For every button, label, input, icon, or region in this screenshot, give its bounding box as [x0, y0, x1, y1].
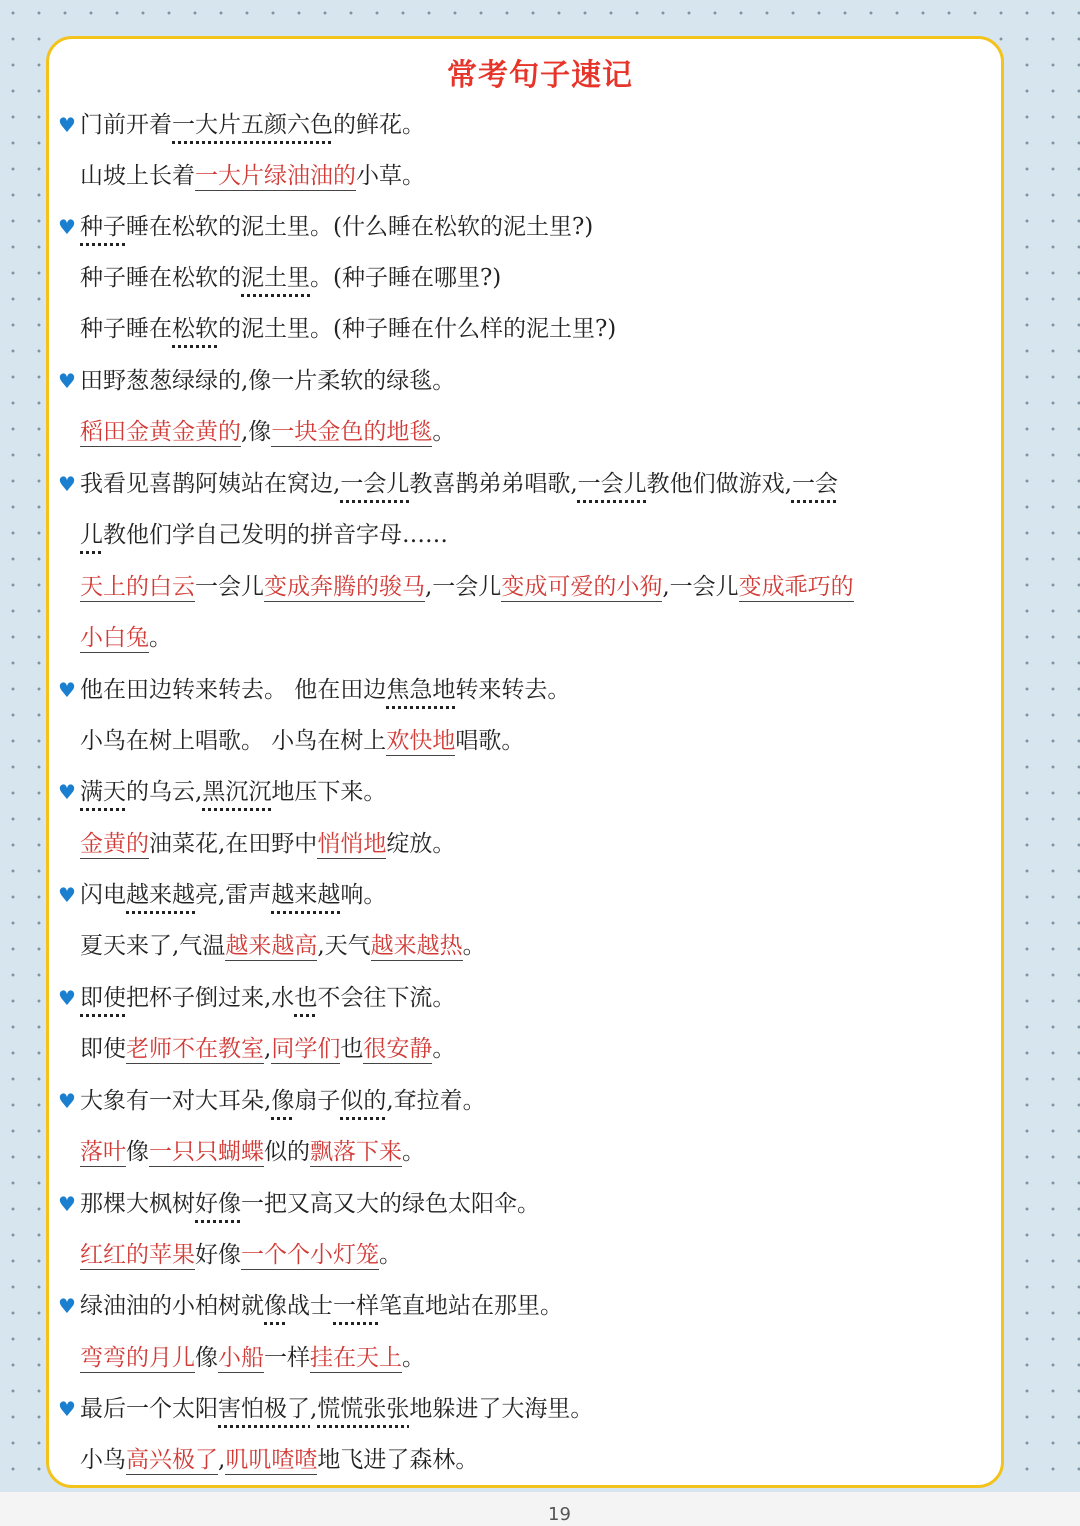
- page-bottom-strip: [0, 1492, 1080, 1526]
- sentence-text: 绿油油的小柏树就: [80, 1293, 264, 1319]
- sentence-text: 的泥土里。(种子睡在什么样的泥土里?): [218, 316, 617, 342]
- sentence-text: 亮,雷声: [195, 882, 272, 908]
- sentence-line: [58, 1289, 1000, 1329]
- highlighted-phrase: 落叶: [80, 1139, 126, 1165]
- sentence-text: 我看见喜鹊阿姨站在窝边,: [80, 471, 341, 497]
- dotted-phrase: 即使: [80, 985, 126, 1011]
- sentence-line: [58, 364, 1000, 404]
- sentence-text: 地躲进了大海里。: [409, 1396, 594, 1422]
- sentence-text: 好像: [195, 1242, 241, 1268]
- dotted-phrase: 害怕极了: [218, 1396, 310, 1422]
- dotted-phrase: 满天: [80, 779, 126, 805]
- sentence-text: 绽放。: [386, 831, 456, 857]
- sentence-text: 不会往下流。: [317, 985, 456, 1011]
- highlighted-phrase: 一只只蝴蝶: [149, 1139, 264, 1165]
- sentence-text: ,: [264, 1036, 272, 1062]
- sentence-text: 唱歌。: [455, 728, 525, 754]
- sentence-line: [80, 159, 1000, 199]
- dotted-phrase: 越来越: [126, 882, 195, 908]
- sentence-text: 扇子: [294, 1088, 341, 1114]
- sentence-line: [58, 775, 1000, 815]
- dotted-phrase: 一会儿: [577, 471, 647, 497]
- sentence-text: 像: [195, 1345, 218, 1371]
- sentence-text: 似的: [264, 1139, 310, 1165]
- highlighted-phrase: 小白兔: [80, 625, 149, 651]
- sentence-line: [80, 1443, 1000, 1483]
- sentence-text: 地压下来。: [271, 779, 387, 805]
- sentence-text: 战士: [287, 1293, 333, 1319]
- sentence-text: 门前开着: [80, 112, 172, 138]
- sentence-line: [80, 1135, 1000, 1175]
- sentence-text: 那棵大枫树: [80, 1191, 195, 1217]
- sentence-line: [80, 312, 1000, 352]
- sentence-text: 教他们做游戏,: [646, 471, 792, 497]
- sentence-text: 转来转去。: [455, 677, 571, 703]
- sentence-text: 一样: [264, 1345, 310, 1371]
- sentence-line: [58, 108, 1000, 148]
- highlighted-phrase: 稻田金黄金黄的: [80, 419, 241, 445]
- sentence-text: ,: [218, 1447, 226, 1473]
- heart-bullet-icon: ♥: [58, 215, 76, 239]
- sentence-text: 小鸟: [80, 1447, 126, 1473]
- sentence-text: ,一会儿: [425, 574, 502, 600]
- highlighted-phrase: 飘落下来: [310, 1139, 402, 1165]
- highlighted-phrase: 红红的苹果: [80, 1242, 195, 1268]
- heart-bullet-icon: ♥: [58, 780, 76, 804]
- sentence-text: 。(种子睡在哪里?): [310, 265, 502, 291]
- sentence-text: 像: [126, 1139, 149, 1165]
- sentence-line: [58, 673, 1000, 713]
- sentence-line: [58, 467, 1000, 507]
- sentence-text: 的鲜花。: [333, 112, 425, 138]
- sentence-line: [58, 210, 1000, 250]
- sentence-line: [58, 1392, 1000, 1432]
- sentence-text: ,天气: [317, 933, 371, 959]
- sentence-line: [80, 1341, 1000, 1381]
- sentence-line: [80, 1238, 1000, 1278]
- sentence-text: 种子睡在: [80, 316, 172, 342]
- dotted-phrase: 似的: [340, 1088, 387, 1114]
- sentence-text: 地飞进了森林。: [317, 1447, 479, 1473]
- highlighted-phrase: 越来越高: [225, 933, 318, 959]
- dotted-phrase: 也: [294, 985, 318, 1011]
- sentence-text: 种子睡在松软的: [80, 265, 241, 291]
- sentence-text: 最后一个太阳: [80, 1396, 218, 1422]
- dotted-phrase: 好像: [195, 1191, 241, 1217]
- highlighted-phrase: 一块金色的地毯: [271, 419, 433, 445]
- sentence-line: [80, 827, 1000, 867]
- sentence-text: 教他们学自己发明的拼音字母……: [103, 522, 448, 548]
- sentence-text: 他在田边转来转去。 他在田边: [80, 677, 387, 703]
- dotted-phrase: 一会: [791, 471, 838, 497]
- sentence-text: 睡在松软的泥土里。(什么睡在松软的泥土里?): [126, 214, 594, 240]
- sentence-text: 山坡上长着: [80, 163, 195, 189]
- page-number: 19: [548, 1504, 571, 1525]
- heart-bullet-icon: ♥: [58, 986, 76, 1010]
- sentence-text: 教喜鹊弟弟唱歌,: [409, 471, 578, 497]
- highlighted-phrase: 金黄的: [80, 831, 149, 857]
- dotted-phrase: 像: [271, 1088, 295, 1114]
- highlighted-phrase: 弯弯的月儿: [80, 1345, 195, 1371]
- sentence-text: 田野葱葱绿绿的,像一片柔软的绿毯。: [80, 368, 456, 394]
- heart-bullet-icon: ♥: [58, 1294, 76, 1318]
- highlighted-phrase: 变成乖巧的: [738, 574, 854, 600]
- highlighted-phrase: 天上的白云: [80, 574, 195, 600]
- dotted-phrase: 种子: [80, 214, 126, 240]
- sentence-text: 夏天来了,气温: [80, 933, 226, 959]
- dotted-phrase: 泥土里: [241, 265, 310, 291]
- sentence-text: 的乌云,: [126, 779, 203, 805]
- heart-bullet-icon: ♥: [58, 1192, 76, 1216]
- sentence-text: 。: [432, 1036, 456, 1062]
- dotted-phrase: 一大片五颜六色: [172, 112, 333, 138]
- sentence-text: 把杯子倒过来,水: [126, 985, 295, 1011]
- heart-bullet-icon: ♥: [58, 1397, 76, 1421]
- sentence-text: 。: [432, 419, 456, 445]
- sentence-text: 也: [340, 1036, 364, 1062]
- dotted-phrase: 黑沉沉: [202, 779, 272, 805]
- heart-bullet-icon: ♥: [58, 1089, 76, 1113]
- sentence-text: 。: [402, 1139, 425, 1165]
- heart-bullet-icon: ♥: [58, 883, 76, 907]
- page-title: 常考句子速记: [447, 58, 633, 93]
- sentence-text: 。: [462, 933, 486, 959]
- highlighted-phrase: 悄悄地: [317, 831, 387, 857]
- highlighted-phrase: 欢快地: [386, 728, 456, 754]
- dotted-phrase: 松软: [172, 316, 218, 342]
- highlighted-phrase: 变成奔腾的骏马: [264, 574, 425, 600]
- sentence-line: [58, 878, 1000, 918]
- sentence-line: [80, 518, 1000, 558]
- dotted-phrase: 慌慌张张: [317, 1396, 410, 1422]
- highlighted-phrase: 很安静: [363, 1036, 433, 1062]
- heart-bullet-icon: ♥: [58, 472, 76, 496]
- sentence-line: [58, 1187, 1000, 1227]
- sentence-text: 油菜花,在田野中: [149, 831, 318, 857]
- heart-bullet-icon: ♥: [58, 113, 76, 137]
- sentence-text: 。: [379, 1242, 402, 1268]
- sentence-text: 即使: [80, 1036, 126, 1062]
- heart-bullet-icon: ♥: [58, 678, 76, 702]
- heart-bullet-icon: ♥: [58, 369, 76, 393]
- sentence-text: 一会儿: [195, 574, 264, 600]
- sentence-text: 小鸟在树上唱歌。 小鸟在树上: [80, 728, 387, 754]
- sentence-line: [80, 1032, 1000, 1072]
- dotted-phrase: 一会儿: [340, 471, 410, 497]
- sentence-text: 一把又高又大的绿色太阳伞。: [241, 1191, 540, 1217]
- sentence-text: 大象有一对大耳朵,: [80, 1088, 272, 1114]
- sentence-line: [80, 570, 1000, 610]
- sentence-text: 响。: [340, 882, 387, 908]
- highlighted-phrase: 同学们: [271, 1036, 341, 1062]
- sentence-line: [80, 261, 1000, 301]
- sentence-line: [58, 981, 1000, 1021]
- sentence-text: 。: [402, 1345, 425, 1371]
- sentence-text: 笔直地站在那里。: [379, 1293, 563, 1319]
- sentence-text: 闪电: [80, 882, 126, 908]
- dotted-phrase: 一样: [333, 1293, 379, 1319]
- highlighted-phrase: 越来越热: [370, 933, 463, 959]
- highlighted-phrase: 小船: [218, 1345, 264, 1371]
- sentence-line: [80, 929, 1000, 969]
- sentence-text: ,像: [241, 419, 272, 445]
- sentence-text: ,一会儿: [662, 574, 739, 600]
- sentence-text: 小草。: [356, 163, 425, 189]
- sentence-line: [58, 1084, 1000, 1124]
- dotted-phrase: 儿: [80, 522, 103, 548]
- dotted-phrase: 像: [264, 1293, 287, 1319]
- highlighted-phrase: 高兴极了: [126, 1447, 218, 1473]
- dotted-phrase: 越来越: [271, 882, 341, 908]
- highlighted-phrase: 挂在天上: [310, 1345, 402, 1371]
- sentence-line: [80, 415, 1000, 455]
- sentence-text: ,耷拉着。: [386, 1088, 486, 1114]
- highlighted-phrase: 一个个小灯笼: [241, 1242, 379, 1268]
- sentence-text: ,: [310, 1396, 318, 1422]
- highlighted-phrase: 一大片绿油油的: [195, 163, 356, 189]
- highlighted-phrase: 变成可爱的小狗: [501, 574, 663, 600]
- sentence-text: 。: [149, 625, 172, 651]
- highlighted-phrase: 老师不在教室: [126, 1036, 264, 1062]
- dotted-phrase: 焦急地: [386, 677, 456, 703]
- sentence-line: [80, 621, 1000, 661]
- sentence-line: [80, 724, 1000, 764]
- highlighted-phrase: 叽叽喳喳: [225, 1447, 318, 1473]
